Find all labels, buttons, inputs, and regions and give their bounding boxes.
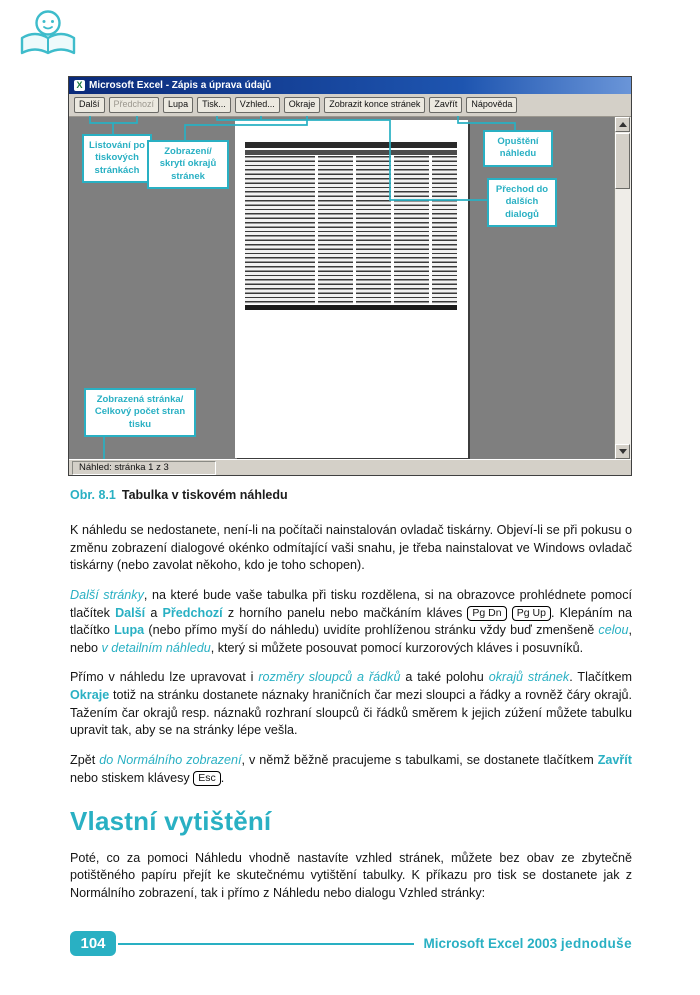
text-segment: . <box>220 770 225 785</box>
toolbar-button-5[interactable]: Okraje <box>284 97 321 113</box>
vertical-scrollbar[interactable] <box>614 117 631 459</box>
toolbar-button-1: Předchozí <box>109 97 160 113</box>
paragraph-1 <box>70 522 632 575</box>
status-text: Náhled: stránka 1 z 3 <box>72 461 216 475</box>
text-segment: Okraje <box>70 688 110 702</box>
excel-app-icon: X <box>74 80 85 91</box>
toolbar-button-3[interactable]: Tisk... <box>197 97 231 113</box>
section-heading: Vlastní vytištění <box>70 806 272 837</box>
text-segment: Zpět <box>70 752 100 767</box>
text-segment: , který si můžete posouvat pomocí kurzorových kláves i posuvníků. <box>210 640 584 655</box>
text-segment: . Tlačítkem <box>569 670 632 685</box>
callout-exit-preview: Opuštění náhledu <box>483 130 553 167</box>
caption-text: Tabulka v tiskovém náhledu <box>121 488 288 502</box>
callout-page-navigation: Listování po tiskových stránkách <box>82 134 152 183</box>
book-title-text: Microsoft Excel 2003 <box>423 936 558 951</box>
text-segment: . Klepáním na tlačítko <box>70 605 632 638</box>
preview-table-total-row <box>245 305 457 310</box>
figure-caption <box>70 488 288 502</box>
body-text <box>70 522 632 914</box>
text-segment: Lupa <box>114 623 145 638</box>
text-segment: okrajů stránek <box>488 670 570 685</box>
text-segment: v detailním náhledu <box>101 640 211 655</box>
preview-toolbar <box>69 94 631 117</box>
scrollbar-thumb[interactable] <box>615 133 630 189</box>
key-cap: Pg Up <box>512 606 551 621</box>
paragraph-5 <box>70 850 632 903</box>
text-segment: Zavřít <box>597 752 632 767</box>
text-segment: do Normálního zobrazení <box>99 752 242 767</box>
text-segment: celou <box>598 623 629 638</box>
status-bar <box>69 459 631 475</box>
callout-other-dialogs: Přechod do dalších dialogů <box>487 178 557 227</box>
key-cap: Esc <box>193 771 221 786</box>
caption-label: Obr. 8.1 <box>70 488 116 502</box>
page-number-badge: 104 <box>70 931 116 956</box>
preview-table-header-row <box>245 150 457 155</box>
text-segment: a <box>145 605 163 620</box>
text-segment: totiž na stránku dostanete náznaky hraničních čar mezi sloupci a řádky a rovněž čáry okrajů. Tažením čar okrajů resp. náznaků rozhraní sloupců či řádků směrem k jejich zúžení můžete tabulku upravit tak, aby se na stránky lépe vešla. <box>70 688 632 738</box>
text-segment: Další <box>115 605 146 620</box>
book-series-title: jednoduše <box>560 936 632 951</box>
window-title-bar[interactable] <box>69 77 631 94</box>
arrow-down-icon <box>619 449 627 454</box>
book-title <box>424 936 632 951</box>
arrow-up-icon <box>619 122 627 127</box>
text-segment: Poté, co za pomoci Náhledu vhodně nastavíte vzhled stránek, můžete bez obav ze zbytečně potištěného papíru přejít ke skutečnému vytištění tabulky. K příkazu pro tisk se dostanete jak z Normálního zobrazení, tak i přímo z Náhledu nebo dialogu Vzhled stránky: <box>70 850 632 900</box>
text-segment: , v němž běžně pracujeme s tabulkami, se dostanete tlačítkem <box>241 752 598 767</box>
text-segment: z horního panelu nebo mačkáním kláves <box>222 605 468 620</box>
footer-rule <box>118 943 414 945</box>
paragraph-2 <box>70 587 632 658</box>
window-title: Microsoft Excel - Zápis a úprava údajů <box>89 80 272 91</box>
scroll-up-button[interactable] <box>615 117 630 132</box>
text-segment: nebo stiskem klávesy <box>70 770 194 785</box>
page-footer <box>70 931 632 956</box>
text-segment: K náhledu se nedostanete, není-li na počítači nainstalován ovladač tiskárny. Objeví-li se při pokusu o změnu zobrazení dialogové okénko odmítající vaši snahu, je třeba nainstalovat ve Windows ovladač tiskárny (nebo zavolat někoho, kdo je toho schopen). <box>70 523 632 573</box>
text-segment: Další stránky <box>70 587 144 602</box>
callout-page-count: Zobrazená stránka/ Celkový počet stran tisku <box>84 388 196 437</box>
text-segment: Předchozí <box>162 605 223 620</box>
preview-page[interactable] <box>235 120 468 458</box>
toolbar-button-7[interactable]: Zavřít <box>429 97 462 113</box>
toolbar-button-0[interactable]: Další <box>74 97 105 113</box>
mascot-reading-icon <box>14 6 80 67</box>
scroll-down-button[interactable] <box>615 444 630 459</box>
preview-table-title-row <box>245 142 457 148</box>
text-segment: , na které bude vaše tabulka při tisku rozdělena, si na obrazovce prohlédnete pomocí tlačítek <box>70 587 632 620</box>
preview-table-rows <box>245 156 457 304</box>
toolbar-button-2[interactable]: Lupa <box>163 97 193 113</box>
callout-margins-toggle: Zobrazení/ skrytí okrajů stránek <box>147 140 229 189</box>
key-cap: Pg Dn <box>467 606 506 621</box>
text-segment: Přímo v náhledu lze upravovat i <box>70 670 259 685</box>
text-segment: (nebo přímo myší do náhledu) uvidíte prohlíženou stránku vždy buď zmenšeně <box>144 623 599 638</box>
text-segment: a také polohu <box>400 670 489 685</box>
toolbar-button-8[interactable]: Nápověda <box>466 97 517 113</box>
text-segment: , nebo <box>70 623 632 655</box>
toolbar-button-6[interactable]: Zobrazit konce stránek <box>324 97 425 113</box>
paragraph-3 <box>70 669 632 740</box>
paragraph-4 <box>70 752 632 787</box>
toolbar-button-4[interactable]: Vzhled... <box>235 97 280 113</box>
text-segment: rozměry sloupců a řádků <box>258 670 401 685</box>
preview-table <box>245 142 457 310</box>
